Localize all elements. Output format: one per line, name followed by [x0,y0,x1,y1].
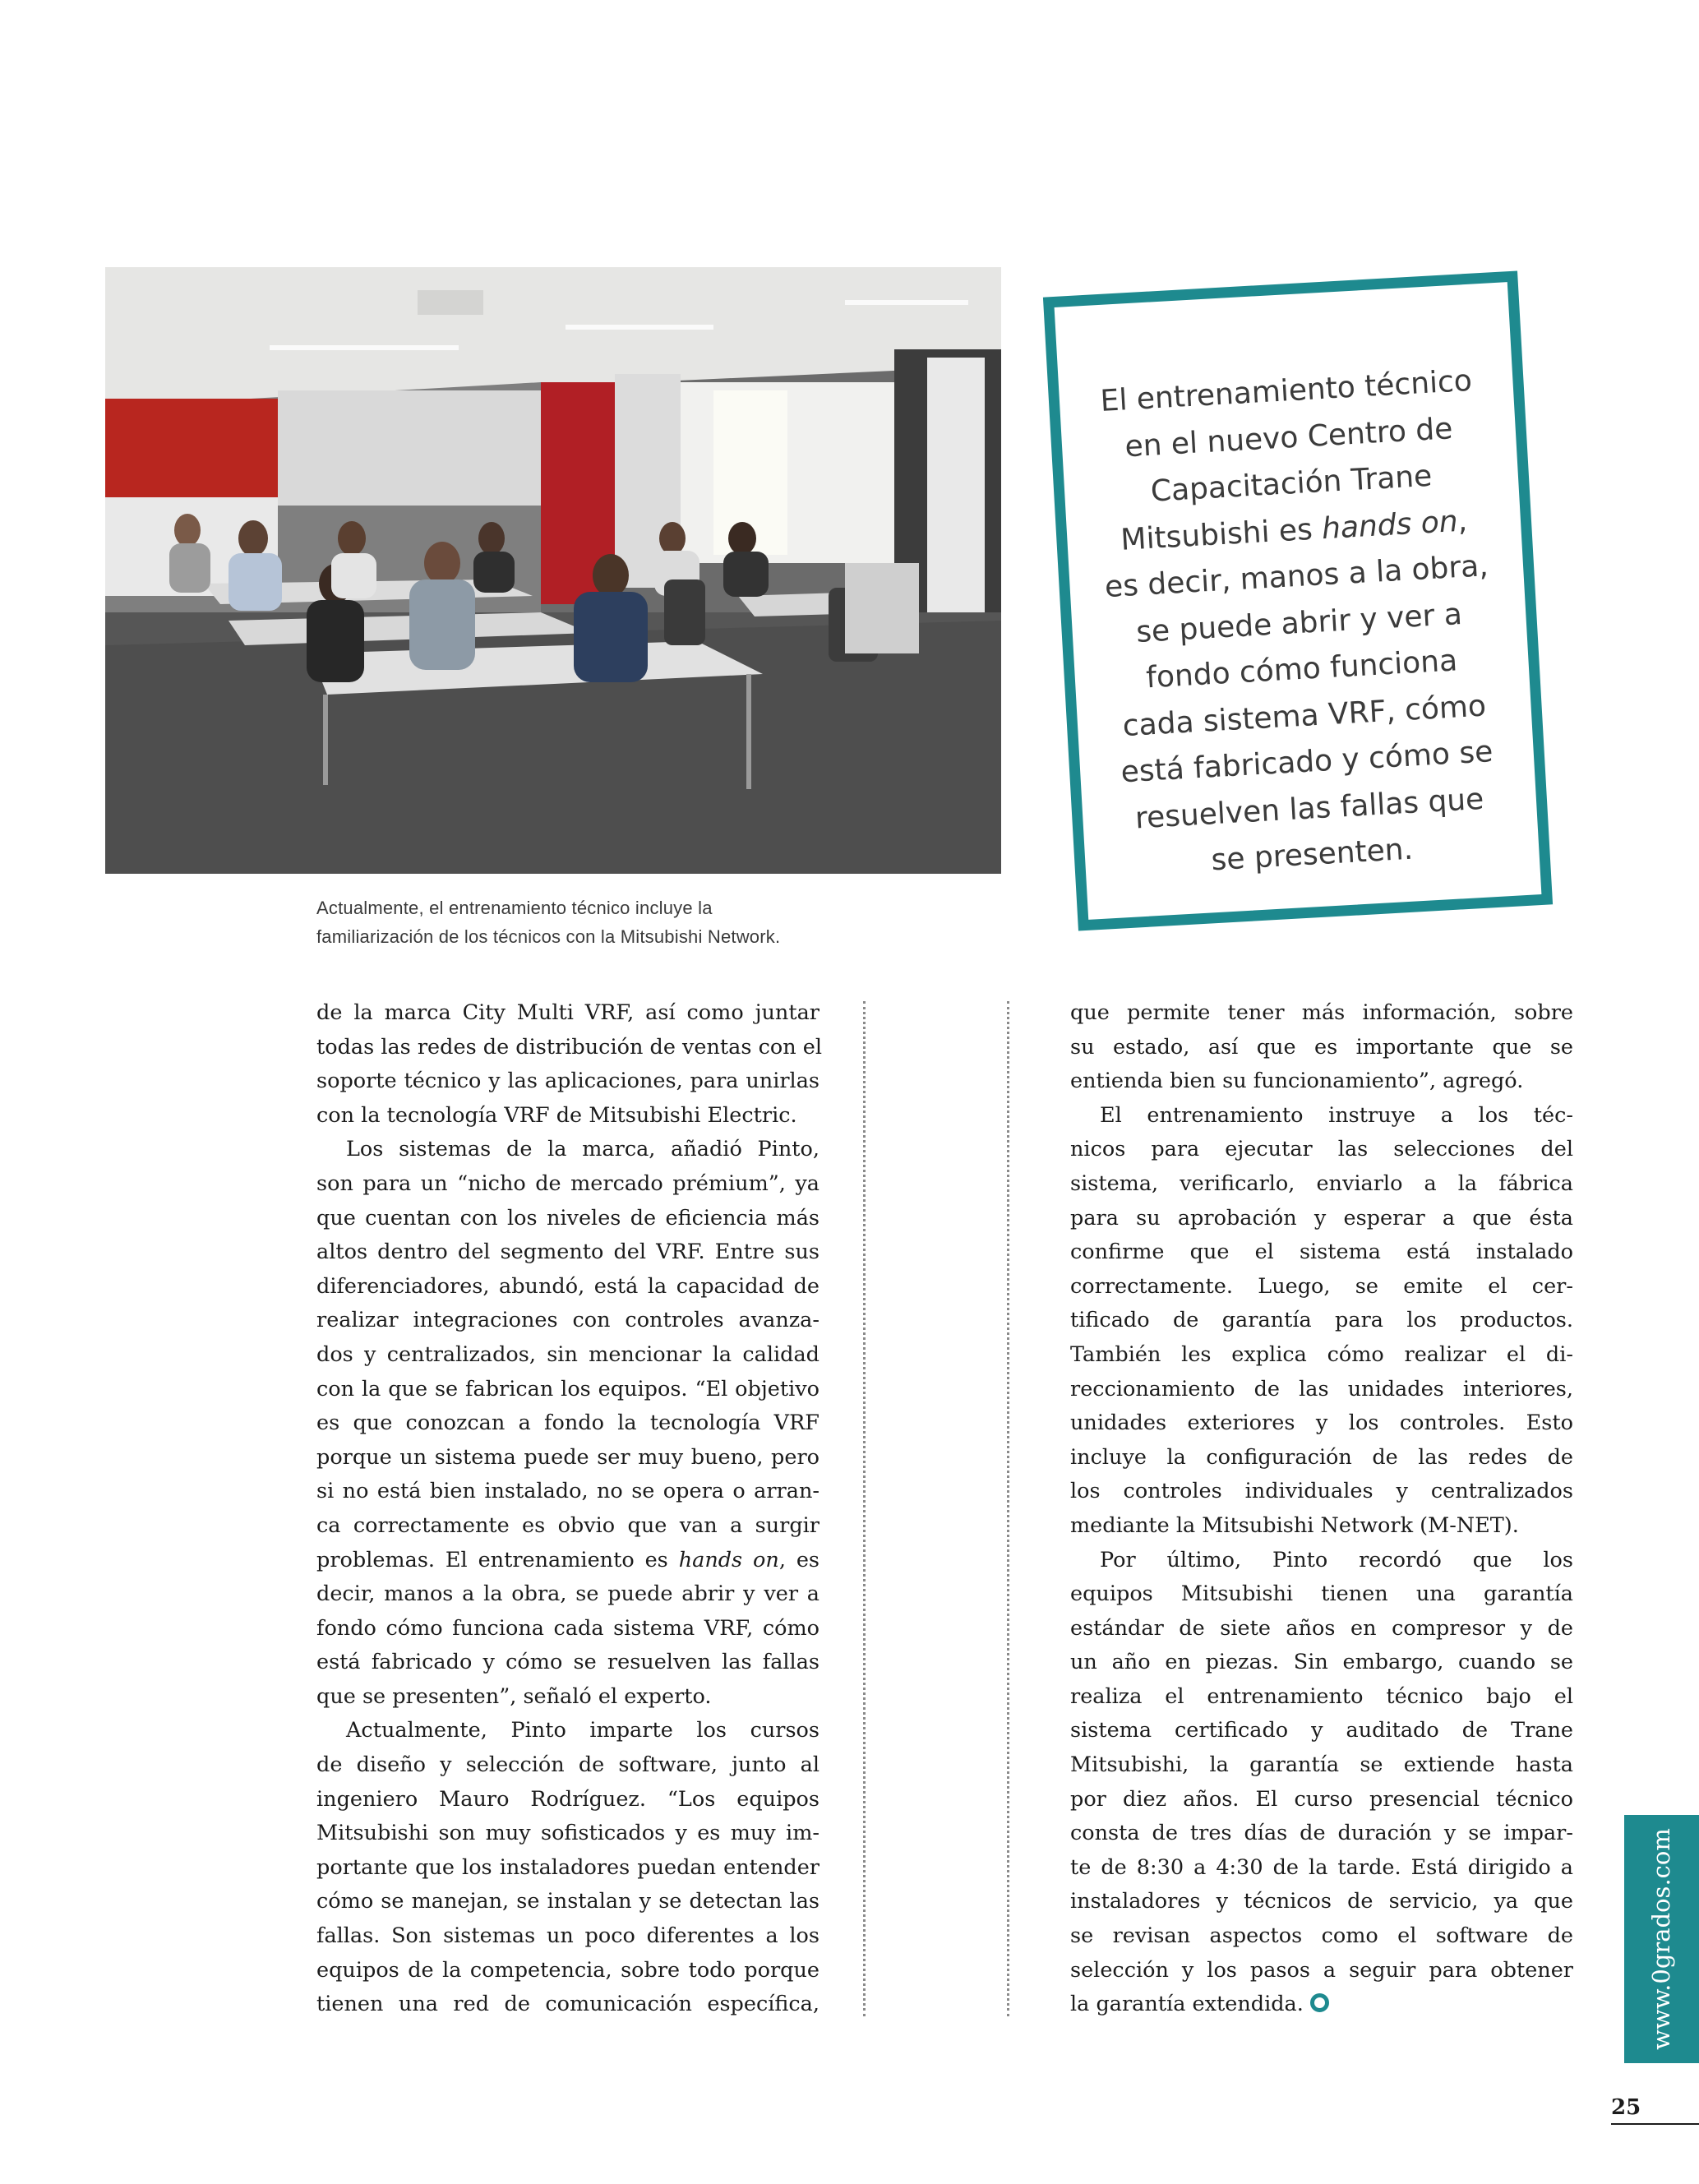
text-segment: , es [778,1547,820,1572]
text-line: se revisan aspectos como el software de [1070,1923,1573,1949]
text-line: Mitsubishi, la garantía se extiende hasta [1070,1752,1573,1778]
text-line: dos y centralizados, sin mencionar la calidad [316,1341,819,1367]
pull-quote-text [1083,358,1516,890]
text-line: equipos de la competencia, sobre todo porque [316,1957,819,1983]
text-line: que permite tener más información, sobre [1070,1000,1573,1025]
website-url[interactable]: www.0grados.com [1647,1828,1675,2050]
paragraph [1070,1099,1573,1544]
article-column-left [316,996,822,2022]
text-line [1070,1988,1573,2022]
quote-segment: , [1457,503,1469,538]
quote-line: es decir, manos a la obra, [1103,549,1489,605]
text-line: soporte técnico y las aplicaciones, para unirlas [316,1069,819,1094]
quote-line: está fabricado y cómo se [1120,735,1494,790]
quote-segment: Mitsubishi es [1120,512,1313,557]
text-line: equipos Mitsubishi tienen una garantía [1070,1581,1573,1607]
website-side-tab[interactable] [1624,1815,1699,2063]
text-line: son para un “nicho de mercado prémium”, ya [316,1170,819,1196]
text-line: un año en piezas. Sin embargo, cuando se [1070,1650,1573,1675]
paragraph [316,1133,819,1714]
text-line: si no está bien instalado, no se opera o arran- [316,1479,819,1504]
article-column-right [1070,996,1573,2022]
quote-line: El entrenamiento técnico [1099,363,1473,418]
text-line: sistema, verificarlo, enviarlo a la fábrica [1070,1170,1573,1196]
text-line: mediante la Mitsubishi Network (M-NET). [1070,1512,1519,1538]
text-line: está fabricado y cómo se resuelven las fallas [316,1650,819,1675]
text-line: para su aprobación y esperar a que ésta [1070,1205,1573,1231]
text-line: porque un sistema puede ser muy bueno, pero [316,1444,819,1470]
column-divider-dotted [1007,1001,1009,2016]
text-line: Mitsubishi son muy sofisticados y es muy im- [316,1821,819,1846]
paragraph [316,1714,819,2021]
text-line: fallas. Son sistemas un poco diferentes a los [316,1923,819,1949]
quote-line: cada sistema VRF, cómo [1121,688,1487,743]
page-number-rule [1611,2123,1699,2125]
text-line: reccionamiento de las unidades interiores, [1070,1376,1573,1401]
text-line: correctamente. Luego, se emite el cer- [1070,1273,1573,1299]
text-emphasis: hands on [678,1547,779,1572]
text-line: que se presenten”, señaló el experto. [316,1683,712,1709]
quote-line: resuelven las fallas que [1133,782,1485,835]
text-line: de diseño y selección de software, junto al [316,1752,819,1778]
text-line: con la tecnología VRF de Mitsubishi Electric. [316,1102,797,1128]
text-line: altos dentro del segmento del VRF. Entre sus [316,1240,819,1265]
text-line: fondo cómo funciona cada sistema VRF, cómo [316,1615,819,1641]
text-line: cómo se manejan, se instalan y se detectan las [316,1889,819,1914]
training-room-photo [105,267,1001,874]
page-number: 25 [1611,2095,1641,2120]
text-line: todas las redes de distribución de ventas con el [316,1034,822,1060]
text-line: tienen una red de comunicación específica, [316,1992,819,2017]
text-line: selección y los pasos a seguir para obtener [1070,1957,1573,1983]
caption-line: familiarización de los técnicos con la Mitsubishi Network. [316,926,781,947]
text-line: ca correctamente es obvio que van a surgir [316,1512,819,1538]
text-segment: problemas. El entrenamiento es [316,1547,668,1572]
text-line: ingeniero Mauro Rodríguez. “Los equipos [316,1786,819,1812]
photo-caption [316,893,908,951]
text-line: por diez años. El curso presencial técnico [1070,1786,1573,1812]
text-line: consta de tres días de duración y se impar- [1070,1821,1573,1846]
text-line: realizar integraciones con controles avanza- [316,1308,819,1333]
text-line: su estado, así que es importante que se [1070,1034,1573,1060]
text-line: tificado de garantía para los productos. [1070,1308,1573,1333]
caption-line: Actualmente, el entrenamiento técnico incluye la [316,898,713,918]
circle-end-icon [1310,1993,1329,2012]
paragraph [316,996,822,1133]
text-line: te de 8:30 a 4:30 de la tarde. Está dirigido a [1070,1854,1573,1880]
column-divider-dotted [863,1001,866,2016]
text-segment: la garantía extendida. [1070,1992,1304,2017]
text-line [316,1544,819,1578]
text-line: instaladores y técnicos de servicio, ya que [1070,1889,1573,1914]
quote-line: se puede abrir y ver a [1135,597,1463,649]
text-line: unidades exteriores y los controles. Esto [1070,1411,1573,1436]
quote-emphasis: hands on [1320,504,1459,546]
text-line: entienda bien su funcionamiento”, agregó. [1070,1069,1524,1094]
quote-line: fondo cómo funciona [1145,644,1459,695]
text-line: sistema certificado y auditado de Trane [1070,1718,1573,1743]
paragraph [1070,1544,1573,2022]
text-line: diferenciadores, abundó, está la capacidad de [316,1273,819,1299]
quote-line: Capacitación Trane [1149,459,1434,509]
text-line: portante que los instaladores puedan entender [316,1854,819,1880]
text-line: de la marca City Multi VRF, así como juntar [316,1000,819,1025]
text-line: confirme que el sistema está instalado [1070,1240,1573,1265]
text-line: nicos para ejecutar las selecciones del [1070,1137,1573,1162]
text-line: los controles individuales y centralizados [1070,1479,1573,1504]
text-line: estándar de siete años en compresor y de [1070,1615,1573,1641]
text-line: Los sistemas de la marca, añadió Pinto, [346,1137,819,1162]
paragraph [1070,996,1573,1099]
text-line: realiza el entrenamiento técnico bajo el [1070,1683,1573,1709]
quote-line: en el nuevo Centro de [1124,411,1454,464]
text-line: que cuentan con los niveles de eficiencia más [316,1205,819,1231]
text-line: decir, manos a la obra, se puede abrir y ver a [316,1581,819,1607]
quote-line: se presenten. [1210,832,1415,878]
pull-quote-box [1043,270,1553,930]
text-line: El entrenamiento instruye a los téc- [1100,1102,1573,1128]
text-line: es que conozcan a fondo la tecnología VRF [316,1411,819,1436]
training-room-illustration [105,267,1001,874]
text-line: Por último, Pinto recordó que los [1100,1547,1573,1572]
text-line: incluye la configuración de las redes de [1070,1444,1573,1470]
text-line: con la que se fabrican los equipos. “El objetivo [316,1376,819,1401]
text-line: También les explica cómo realizar el di- [1070,1341,1573,1367]
text-line: Actualmente, Pinto imparte los cursos [346,1718,819,1743]
